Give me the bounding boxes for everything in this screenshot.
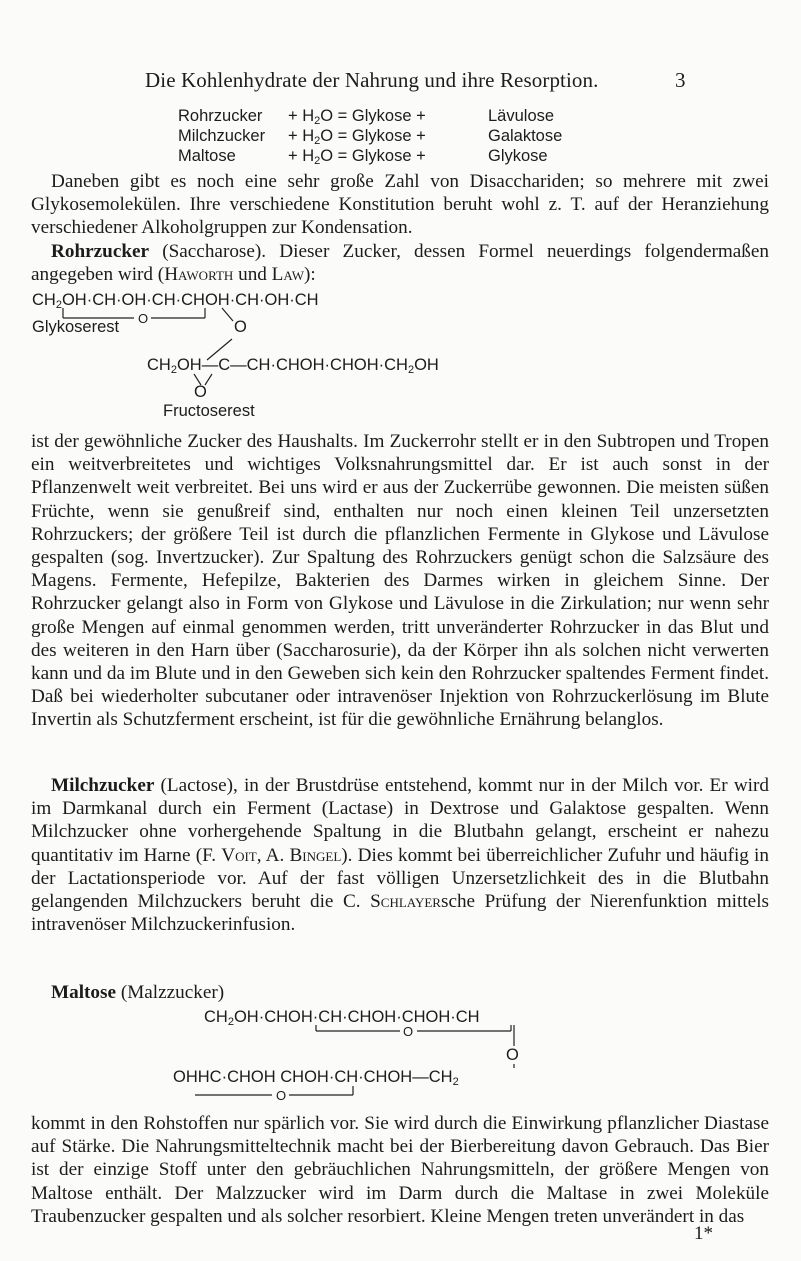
paragraph-text: (Saccharose). Dieser Zucker, dessen Formel neuerdings folgendermaßen angegeben wird ( bbox=[31, 241, 769, 286]
author-name: Bingel bbox=[289, 844, 342, 866]
formula-glucose-chain: $CH_2OH\cdot CH\cdot OH\cdot CH\cdot CHOH\cdot CH\cdot OH\cdot CH$ bbox=[32, 291, 319, 311]
paragraph-text: und bbox=[233, 264, 272, 286]
page-number: 3 bbox=[675, 68, 686, 92]
formula-ring-oxygen: O bbox=[276, 1088, 287, 1103]
formula-maltose-top-chain: $CH_2OH\cdot CHOH\cdot CH\cdot CHOH\cdot CHOH\cdot CH$ bbox=[204, 1008, 480, 1028]
section-heading-rohrzucker: Rohrzucker bbox=[51, 241, 150, 262]
formula-bridge-oxygen: O bbox=[234, 318, 247, 336]
equation-water: + $H_2O$ = Glykose + bbox=[288, 107, 426, 127]
equation-product: Glykose bbox=[488, 147, 548, 165]
equation-sugar: Maltose bbox=[178, 147, 236, 165]
equation-product: Galaktose bbox=[488, 127, 563, 145]
paragraph-text: ist der gewöhnliche Zucker des Haushalts. Im Zuckerrohr stellt er in den Subtropen und Tropen ein weitverbreitetes und wichtiges Volksnahrungsmittel dar. Er ist auch sonst in der Pflanzenwelt weit verbreitet. Bei uns wird er aus der Zuckerrübe gewonnen. Die meisten süßen Früchte, wenn sie genußreif sind, enthalten nur noch einen kleinen Teil unzersetzten Rohrzuckers; der größere Teil ist durch die pflanzlichen Fermente in Glykose und Lävulose gespalten (sog. Invertzucker). Zur Spaltung des Rohrzuckers genügt schon die Salzsäure des Magens. Fermente, Hefepilze, Bakterien des Darmes wirken in gleichem Sinne. Der Rohrzucker gelangt also in Form von Glykose und Lävulose in die Zirkulation; nur wenn sehr große Mengen auf einmal genommen werden, tritt unveränderter Rohrzucker in das Blut und des weiteren in den Harn über (Saccharosurie), da der Körper ihn als solchen nicht verwerten kann und da im Blute und in den Geweben sich kein den Rohrzucker spaltendes Ferment findet. Daß bei wiederholter subcutaner oder intravenöser Injektion von Rohrzuckerlösung im Blute Invertin als Schutzferment erscheint, ist für die gewöhnliche Ernährung belanglos. bbox=[31, 431, 769, 731]
author-name: Haworth bbox=[164, 264, 234, 286]
formula-maltose-bottom-chain: OHHC·CHOH $CHOH\cdot CH\cdot CHOH—CH_2$ bbox=[173, 1068, 459, 1088]
paragraph-text: (Lactose), in der Brustdrüse entstehend, kommt nur in der Milch vor. Er wird im Darmkanal durch ein Ferment (Lactase) in Dextrose und Galaktose gespalten. Wenn Milchzucker ohne vorhergehende Spaltung in die Blutbahn gelangt, erscheint er nahezu quantitativ im Harne (F. bbox=[31, 775, 769, 866]
formula-ring-oxygen: O bbox=[403, 1024, 414, 1039]
paragraph-text: , A. bbox=[256, 844, 290, 866]
paragraph-text: Daneben gibt es noch eine sehr große Zahl von Disacchariden; so mehrere mit zwei Glykosemolekülen. Ihre verschiedene Konstitution beruht wohl z. T. auf der Heranziehung verschiedener Alkoholgruppen zur Kondensation. bbox=[31, 171, 769, 239]
paragraph-text: kommt in den Rohstoffen nur spärlich vor. Sie wird durch die Einwirkung pflanzlicher Diastase auf Stärke. Die Nahrungsmitteltechnik macht bei der Bierbereitung davon Gebrauch. Das Bier ist der einzige Stoff unter den gebräuchlichen Nahrungsmitteln, der größere Mengen von Maltose enthält. Der Malzzucker wird im Darm durch die Maltase in zwei Moleküle Traubenzucker gespalten und als solcher resorbiert. Kleine Mengen treten unverändert in das bbox=[31, 1113, 769, 1227]
formula-label-fructoserest: Fructoserest bbox=[163, 402, 255, 420]
equation-sugar: Milchzucker bbox=[178, 127, 266, 145]
formula-fructose-chain: $CH_2OH—C—CH\cdot CHOH\cdot CHOH\cdot CH_2OH$ bbox=[147, 356, 439, 376]
signature-mark: 1* bbox=[694, 1223, 713, 1244]
paragraph-maltose-body bbox=[31, 1112, 769, 1228]
section-heading-maltose: Maltose bbox=[51, 982, 117, 1003]
equation-sugar: Rohrzucker bbox=[178, 107, 263, 125]
author-name: Voit bbox=[221, 844, 257, 866]
paragraph-text: ). Dies kommt bei überreichlicher Zufuhr und häufig in der Lactationsperiode vor. Auf der fast völligen Unzersetzlichkeit des in die Blutbahn gelangenden Milchzuckers beruht die C. bbox=[31, 844, 769, 913]
equation-water: + $H_2O$ = Glykose + bbox=[288, 147, 426, 167]
paragraph-text: ): bbox=[304, 264, 316, 286]
paragraph-text: (Malzzucker) bbox=[116, 982, 225, 1003]
author-name: Schlayer bbox=[370, 891, 441, 913]
formula-label-glykoserest: Glykoserest bbox=[32, 318, 120, 336]
running-title: Die Kohlenhydrate der Nahrung und ihre Resorption. bbox=[145, 68, 599, 92]
equation-product: Lävulose bbox=[488, 107, 555, 125]
author-name: Law bbox=[271, 264, 305, 286]
section-heading-milchzucker: Milchzucker bbox=[51, 775, 155, 796]
formula-ring-oxygen: O bbox=[138, 311, 149, 326]
paragraph-text: sche Prüfung der Nierenfunktion mittels intravenöser Milchzuckerinfusion. bbox=[31, 891, 769, 936]
equation-water: + $H_2O$ = Glykose + bbox=[288, 127, 426, 147]
formula-bridge-oxygen: O bbox=[506, 1046, 519, 1064]
formula-fructose-ring-oxygen: O bbox=[194, 383, 207, 401]
